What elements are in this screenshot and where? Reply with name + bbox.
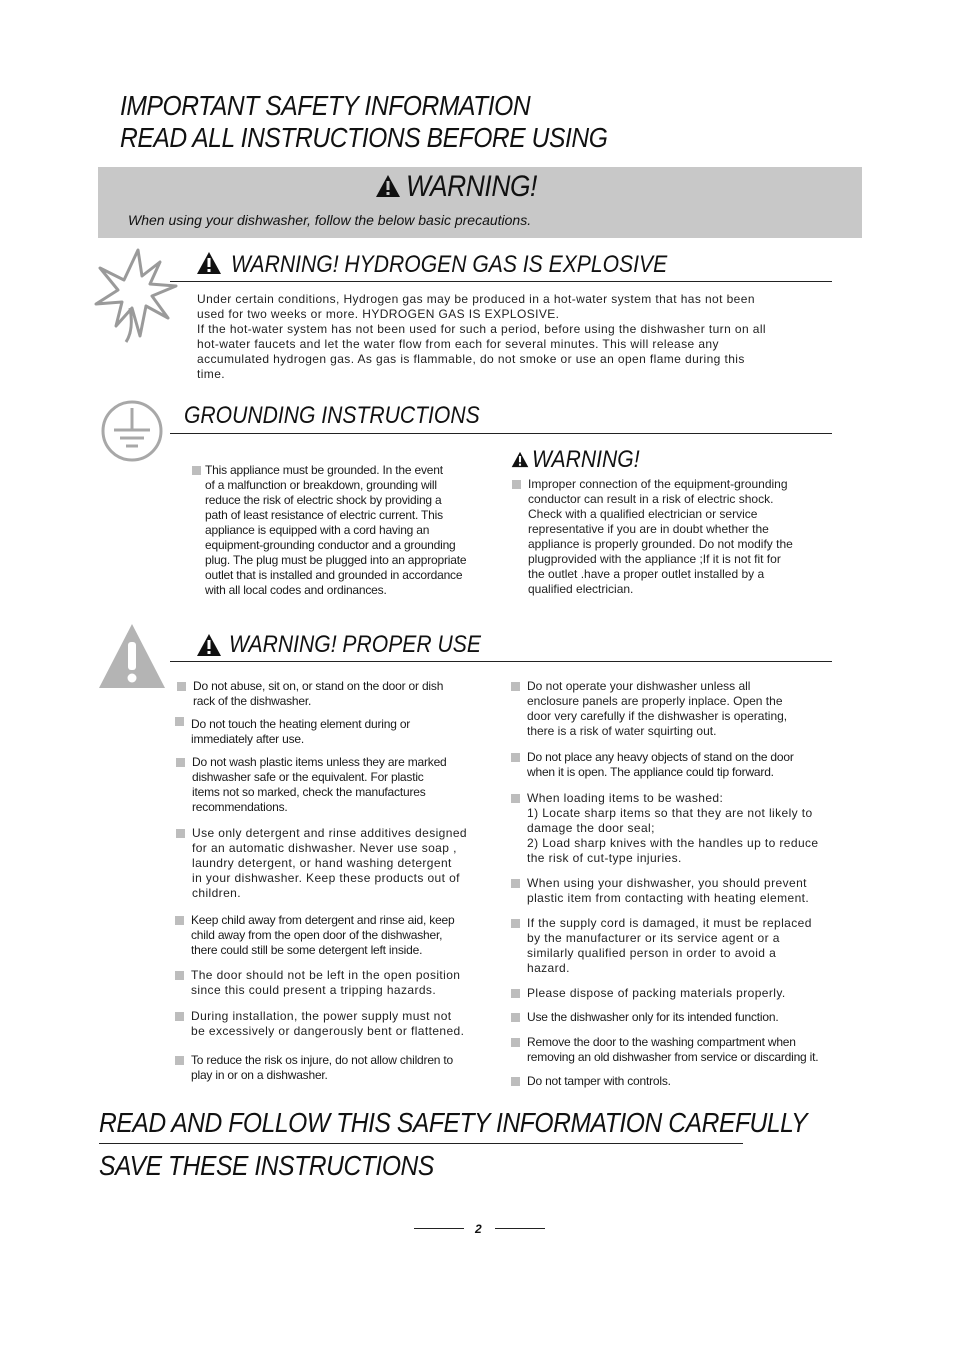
list-item-text: When loading items to be washed: 1) Locate sharp items so that they are not likely to damage the door seal; 2) Load sharp knives with the handles up to reduce the risk of cut-type injuries. bbox=[527, 791, 819, 865]
page-number-rule-left bbox=[414, 1228, 464, 1229]
list-item bbox=[527, 986, 827, 1001]
list-item bbox=[527, 679, 827, 739]
bullet-square bbox=[511, 989, 520, 998]
grounding-warning-title: WARNING! bbox=[532, 446, 640, 473]
bullet-square bbox=[511, 919, 520, 928]
list-item bbox=[192, 826, 482, 901]
grounding-rule bbox=[170, 433, 832, 434]
list-item bbox=[191, 913, 481, 958]
footer-line2: SAVE THESE INSTRUCTIONS bbox=[99, 1150, 434, 1181]
bullet-square bbox=[175, 1012, 184, 1021]
hydrogen-section-title: WARNING! HYDROGEN GAS IS EXPLOSIVE bbox=[231, 251, 668, 278]
list-item bbox=[527, 1010, 827, 1025]
bullet-square bbox=[176, 758, 185, 767]
bullet-square bbox=[512, 480, 521, 489]
list-item bbox=[191, 968, 481, 998]
list-item bbox=[191, 717, 481, 747]
page-title-line2: READ ALL INSTRUCTIONS BEFORE USING bbox=[120, 122, 608, 153]
page-number: 2 bbox=[475, 1222, 482, 1236]
footer-rule bbox=[99, 1143, 743, 1144]
grounding-section-title: GROUNDING INSTRUCTIONS bbox=[184, 402, 480, 429]
hydrogen-text: Under certain conditions, Hydrogen gas may be produced in a hot-water system that has not been used for two weeks or more. HYDROGEN GAS IS EXPLOSIVE. If the hot-water system has not been used for such a period, before using the dishwasher turn on all hot-water faucets and let the water flow from each for several minutes. This will release any accumulated hydrogen gas. As gas is flammable, do not smoke or use an open flame during this time. bbox=[197, 292, 766, 381]
bullet-square bbox=[175, 971, 184, 980]
explosion-icon bbox=[90, 244, 180, 344]
list-item-text: If the supply cord is damaged, it must be replaced by the manufacturer or its service agent or a similarly qualified person in order to avoid a hazard. bbox=[527, 916, 812, 975]
list-item-text: Do not touch the heating element during or immediately after use. bbox=[191, 717, 411, 746]
list-item-text: During installation, the power supply must not be excessively or dangerously bent or flattened. bbox=[191, 1009, 465, 1038]
hydrogen-rule bbox=[170, 281, 832, 282]
ground-symbol-icon bbox=[100, 400, 164, 462]
bullet-square bbox=[175, 717, 184, 726]
bullet-square bbox=[175, 1056, 184, 1065]
proper-use-rule bbox=[170, 661, 832, 662]
list-item bbox=[527, 791, 827, 866]
list-item-text: To reduce the risk os injure, do not allow children to play in or on a dishwasher. bbox=[191, 1053, 454, 1082]
footer-line1: READ AND FOLLOW THIS SAFETY INFORMATION CAREFULLY bbox=[99, 1107, 808, 1138]
warning-triangle-icon bbox=[196, 633, 222, 657]
list-item-text: Do not wash plastic items unless they are marked dishwasher safe or the equivalent. For plastic items not so marked, check the manufactures recommendations. bbox=[192, 755, 447, 814]
list-item-text: Keep child away from detergent and rinse aid, keep child away from the open door of the dishwasher, there could still be some detergent left inside. bbox=[191, 913, 455, 957]
exclamation-triangle-icon bbox=[97, 622, 167, 690]
warning-triangle-icon bbox=[511, 451, 529, 468]
list-item bbox=[527, 1035, 837, 1065]
warning-triangle-icon bbox=[196, 251, 222, 275]
list-item-text: Do not abuse, sit on, or stand on the door or dish rack of the dishwasher. bbox=[193, 679, 444, 708]
grounding-warning-item bbox=[528, 477, 828, 597]
list-item-text: When using your dishwasher, you should prevent plastic item from contacting with heating element. bbox=[527, 876, 810, 905]
list-item bbox=[193, 679, 483, 709]
list-item-text: The door should not be left in the open position since this could present a tripping hazards. bbox=[191, 968, 461, 997]
list-item bbox=[527, 876, 827, 906]
bullet-square bbox=[511, 682, 520, 691]
grounding-left-text: This appliance must be grounded. In the event of a malfunction or breakdown, grounding will reduce the risk of electric shock by providing a path of least resistance of electric current. This appliance is equipped with a cord having an equipment-grounding conductor and a grounding plug. The plug must be plugged into an appropriate outlet that is installed and grounded in accordance with all local codes and ordinances. bbox=[205, 463, 467, 597]
list-item bbox=[527, 1074, 827, 1089]
bullet-square bbox=[177, 682, 186, 691]
bullet-square bbox=[176, 829, 185, 838]
list-item bbox=[527, 916, 827, 976]
grounding-warning-text: Improper connection of the equipment-grounding conductor can result in a risk of electric shock. Check with a qualified electrician or service representative if you are in doubt whether the appliance is properly grounded. Do not modify the plugprovided with the appliance ;If it is not fit for the outlet .have a proper outlet installed by a qualified electrician. bbox=[528, 477, 793, 596]
list-item-text: Use the dishwasher only for its intended function. bbox=[527, 1010, 779, 1024]
banner-title: WARNING! bbox=[406, 170, 537, 203]
list-item bbox=[527, 750, 827, 780]
bullet-square bbox=[511, 1013, 520, 1022]
bullet-square bbox=[175, 916, 184, 925]
list-item-text: Do not place any heavy objects of stand on the door when it is open. The appliance could tip forward. bbox=[527, 750, 794, 779]
page-number-rule-right bbox=[495, 1228, 545, 1229]
bullet-square bbox=[192, 466, 201, 475]
proper-use-section-title: WARNING! PROPER USE bbox=[229, 631, 481, 658]
list-item-text: Do not operate your dishwasher unless all enclosure panels are properly inplace. Open the door very carefully if the dishwasher is operating, there is a risk of water squirting out. bbox=[527, 679, 788, 738]
list-item-text: Remove the door to the washing compartment when removing an old dishwasher from service or discarding it. bbox=[527, 1035, 819, 1064]
bullet-square bbox=[511, 794, 520, 803]
list-item-text: Use only detergent and rinse additives designed for an automatic dishwasher. Never use soap , laundry detergent, or hand washing detergent in your dishwasher. Keep these products out of children. bbox=[192, 826, 467, 900]
bullet-square bbox=[511, 1077, 520, 1086]
list-item bbox=[192, 755, 482, 815]
list-item bbox=[191, 1053, 481, 1083]
page-title-line1: IMPORTANT SAFETY INFORMATION bbox=[120, 90, 531, 121]
list-item bbox=[191, 1009, 481, 1039]
bullet-square bbox=[511, 1038, 520, 1047]
banner-subtitle: When using your dishwasher, follow the below basic precautions. bbox=[128, 212, 532, 228]
list-item-text: Please dispose of packing materials properly. bbox=[527, 986, 786, 1000]
list-item-text: Do not tamper with controls. bbox=[527, 1074, 671, 1088]
warning-triangle-icon bbox=[375, 174, 401, 198]
bullet-square bbox=[511, 753, 520, 762]
grounding-left-item bbox=[205, 463, 495, 598]
bullet-square bbox=[511, 879, 520, 888]
